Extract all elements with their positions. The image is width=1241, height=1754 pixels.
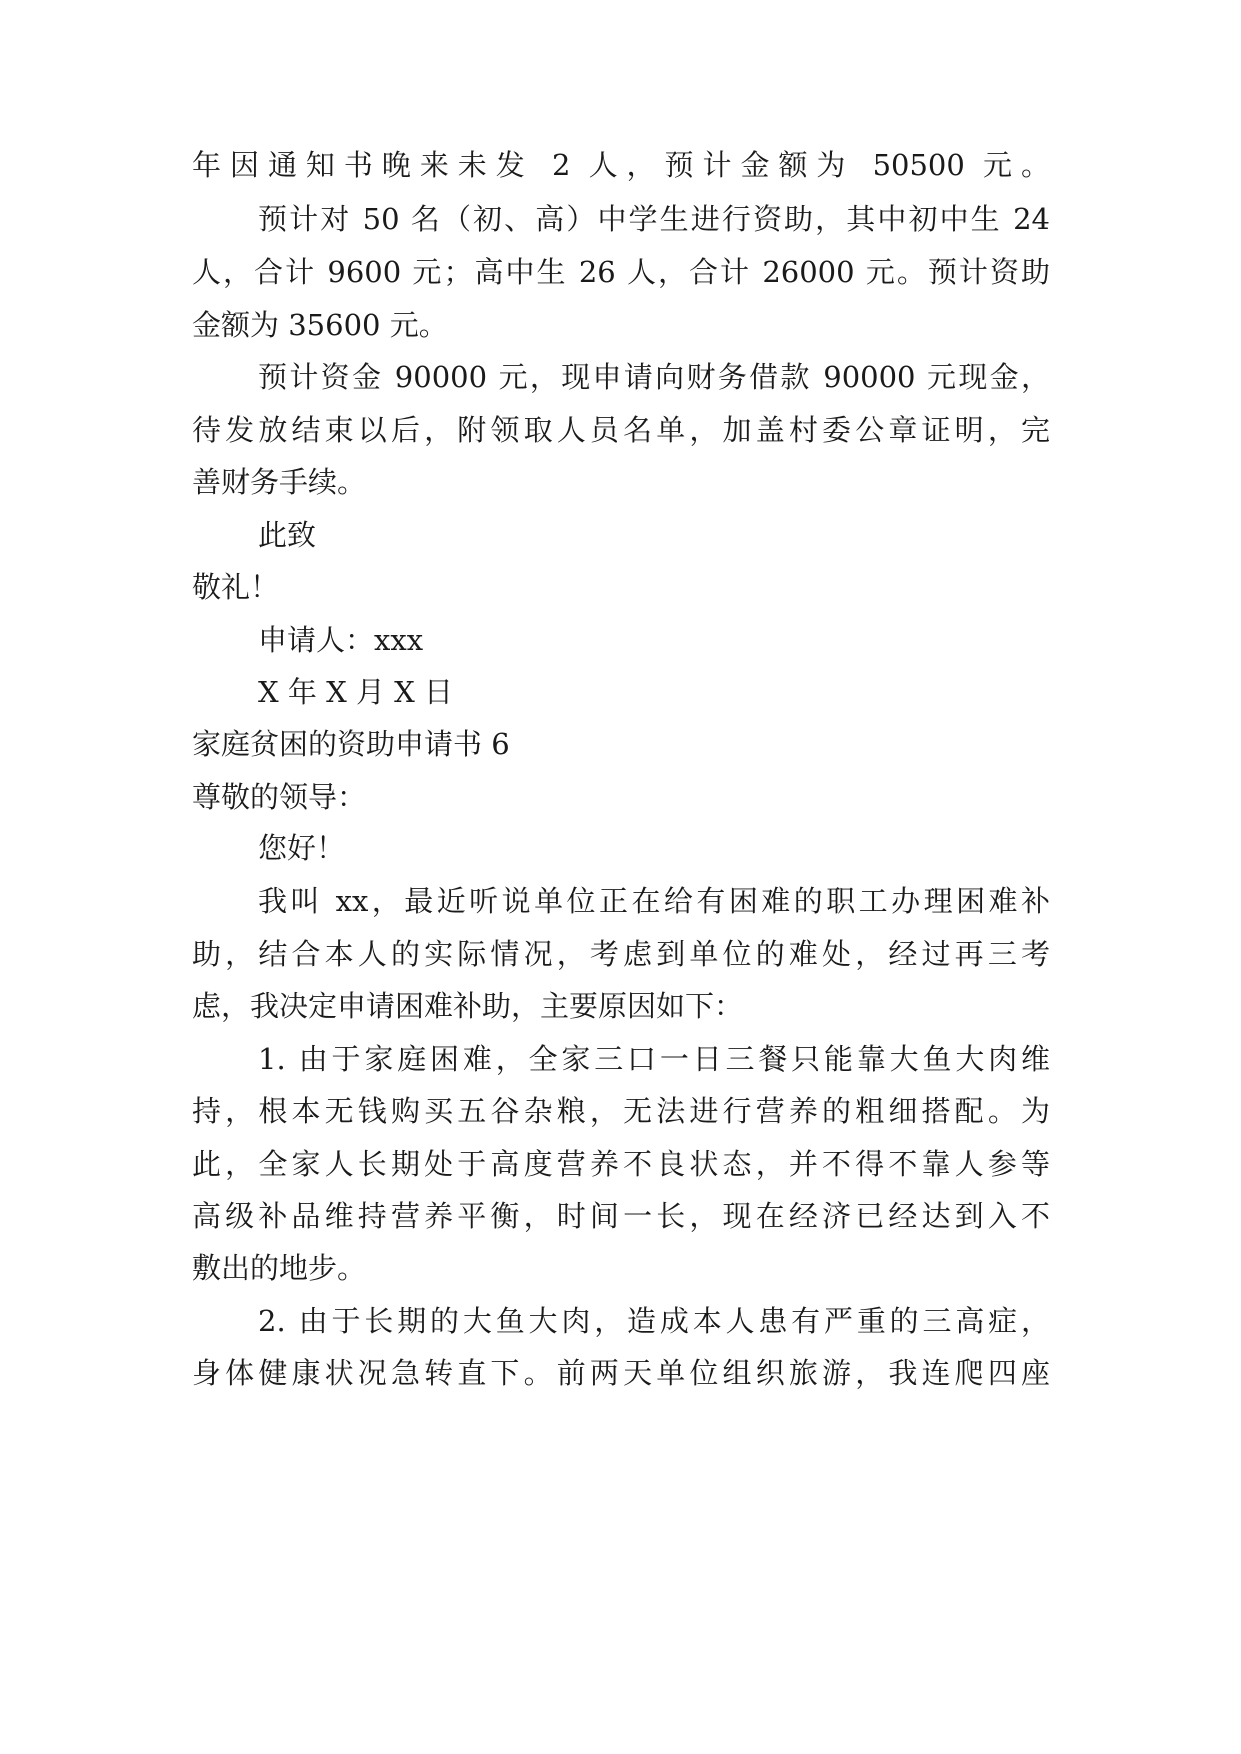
text-line: 年因通知书晚来未发 2 人，预计金额为 50500 元。 <box>192 148 1050 182</box>
text-line: 人，合计 9600 元；高中生 26 人，合计 26000 元。预计资助 <box>192 255 1050 289</box>
closing-regards: 敬礼！ <box>192 570 280 604</box>
applicant-signature: 申请人：xxx <box>258 623 424 657</box>
greeting: 您好！ <box>258 831 346 865</box>
closing-salutation: 此致 <box>258 518 317 552</box>
text-line: 助，结合本人的实际情况，考虑到单位的难处，经过再三考 <box>192 937 1050 971</box>
greeting-recipient: 尊敬的领导： <box>192 780 367 814</box>
paragraph-first-line: 预计资金 90000 元，现申请向财务借款 90000 元现金， <box>258 360 1050 394</box>
signature-date: X 年 X 月 X 日 <box>258 675 454 709</box>
paragraph-first-line: 我叫 xx，最近听说单位正在给有困难的职工办理困难补 <box>258 884 1050 918</box>
text-line: 身体健康状况急转直下。前两天单位组织旅游，我连爬四座 <box>192 1356 1050 1390</box>
text-line: 高级补品维持营养平衡，时间一长，现在经济已经达到入不 <box>192 1199 1050 1233</box>
text-line: 金额为 35600 元。 <box>192 308 448 342</box>
text-line: 善财务手续。 <box>192 465 367 499</box>
text-line: 此，全家人长期处于高度营养不良状态，并不得不靠人参等 <box>192 1147 1050 1181</box>
text-line: 虑，我决定申请困难补助，主要原因如下： <box>192 989 744 1023</box>
text-line: 敷出的地步。 <box>192 1251 367 1285</box>
paragraph-first-line: 2. 由于长期的大鱼大肉，造成本人患有严重的三高症， <box>258 1304 1050 1338</box>
text-line: 待发放结束以后，附领取人员名单，加盖村委公章证明，完 <box>192 413 1050 447</box>
text-line: 持，根本无钱购买五谷杂粮，无法进行营养的粗细搭配。为 <box>192 1094 1050 1128</box>
paragraph-first-line: 预计对 50 名（初、高）中学生进行资助，其中初中生 24 <box>258 202 1050 236</box>
section-title: 家庭贫困的资助申请书 6 <box>192 727 510 761</box>
paragraph-first-line: 1. 由于家庭困难，全家三口一日三餐只能靠大鱼大肉维 <box>258 1042 1050 1076</box>
